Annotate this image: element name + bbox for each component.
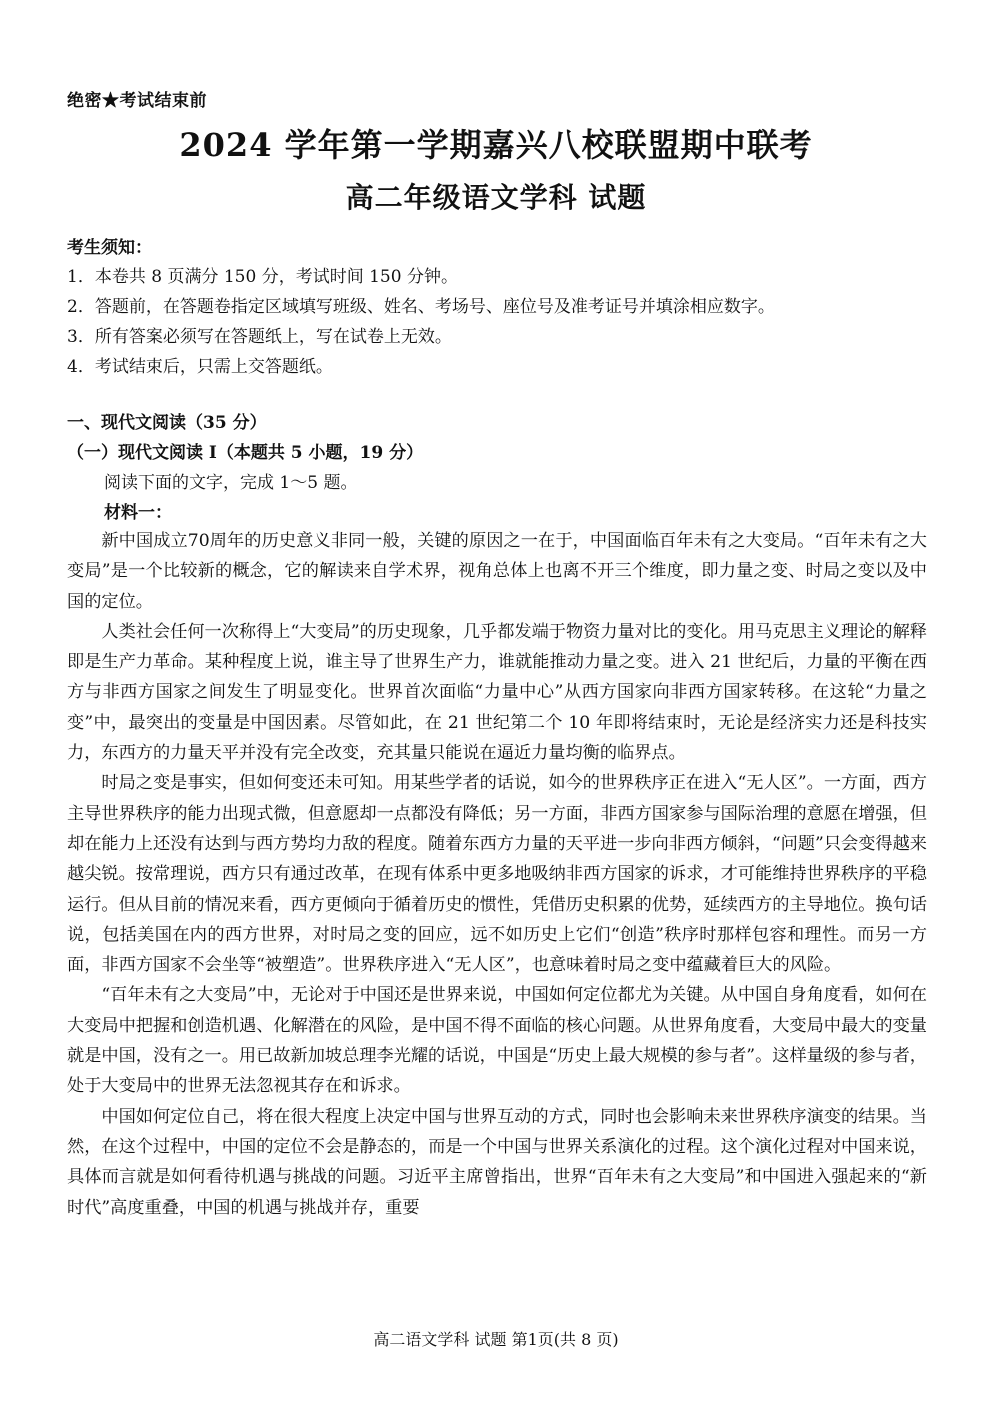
notice-item: 4．考试结束后，只需上交答题纸。: [67, 357, 333, 377]
exam-title: 2024 学年第一学期嘉兴八校联盟期中联考: [179, 126, 813, 164]
page-footer: 高二语文学科 试题 第1页(共 8 页): [373, 1330, 619, 1349]
notice-heading: 考生须知：: [67, 238, 152, 258]
notice-item: 1．本卷共 8 页满分 150 分，考试时间 150 分钟。: [67, 267, 458, 287]
material-label: 材料一：: [104, 503, 172, 523]
notice-list: [67, 262, 927, 382]
passage-paragraph: “百年未有之大变局”中，无论对于中国还是世界来说，中国如何定位都尤为关键。从中国自身角度看，如何在大变局中把握和创造机遇、化解潜在的风险，是中国不得不面临的核心问题。从世界角度看，大变局中最大的变量就是中国，没有之一。用已故新加坡总理李光耀的话说，中国是“历史上最大规模的参与者”。这样量级的参与者，处于大变局中的世界无法忽视其存在和诉求。: [67, 985, 927, 1097]
notice-item: 3．所有答案必须写在答题纸上，写在试卷上无效。: [67, 327, 452, 347]
section-heading: 一、现代文阅读（35 分）: [67, 413, 267, 433]
confidential-label: 绝密★考试结束前: [67, 91, 207, 111]
passage-paragraph: 时局之变是事实，但如何变还未可知。用某些学者的话说，如今的世界秩序正在进入“无人区”。一方面，西方主导世界秩序的能力出现式微，但意愿却一点都没有降低；另一方面，非西方国家参与国际治理的意愿在增强，但却在能力上还没有达到与西方势均力敌的程度。随着东西方力量的天平进一步向非西方倾斜，“问题”只会变得越来越尖锐。按常理说，西方只有通过改革，在现有体系中更多地吸纳非西方国家的诉求，才可能维持世界秩序的平稳运行。但从目前的情况来看，西方更倾向于循着历史的惯性，凭借历史积累的优势，延续西方的主导地位。换句话说，包括美国在内的西方世界，对时局之变的回应，远不如历史上它们“创造”秩序时那样包容和理性。而另一方面，非西方国家不会坐等“被塑造”。世界秩序进入“无人区”，也意味着时局之变中蕴藏着巨大的风险。: [67, 773, 927, 976]
passage-paragraph: 中国如何定位自己，将在很大程度上决定中国与世界互动的方式，同时也会影响未来世界秩序演变的结果。当然，在这个过程中，中国的定位不会是静态的，而是一个中国与世界关系演化的过程。这个演化过程对中国来说，具体而言就是如何看待机遇与挑战的问题。习近平主席曾指出，世界“百年未有之大变局”和中国进入强起来的“新时代”高度重叠，中国的机遇与挑战并存，重要: [67, 1106, 927, 1218]
exam-subtitle: 高二年级语文学科 试题: [345, 181, 647, 214]
reading-passage: [67, 526, 927, 1223]
reading-instruction: 阅读下面的文字，完成 1～5 题。: [104, 473, 358, 493]
subsection-heading: （一）现代文阅读 I（本题共 5 小题，19 分）: [67, 443, 424, 463]
passage-paragraph: 人类社会任何一次称得上“大变局”的历史现象，几乎都发端于物资力量对比的变化。用马克思主义理论的解释即是生产力革命。某种程度上说，谁主导了世界生产力，谁就能推动力量之变。进入 21 世纪后，力量的平衡在西方与非西方国家之间发生了明显变化。世界首次面临“力量中心”从西方国家向非西方国家转移。在这轮“力量之变”中，最突出的变量是中国因素。尽管如此，在 21 世纪第二个 10 年即将结束时，无论是经济实力还是科技实力，东西方的力量天平并没有完全改变，充其量只能说在逼近力量均衡的临界点。: [67, 621, 927, 764]
passage-paragraph: 新中国成立70周年的历史意义非同一般，关键的原因之一在于，中国面临百年未有之大变局。“百年未有之大变局”是一个比较新的概念，它的解读来自学术界，视角总体上也离不开三个维度，即力量之变、时局之变以及中国的定位。: [67, 531, 927, 612]
notice-item: 2．答题前，在答题卷指定区域填写班级、姓名、考场号、座位号及准考证号并填涂相应数字。: [67, 297, 775, 317]
